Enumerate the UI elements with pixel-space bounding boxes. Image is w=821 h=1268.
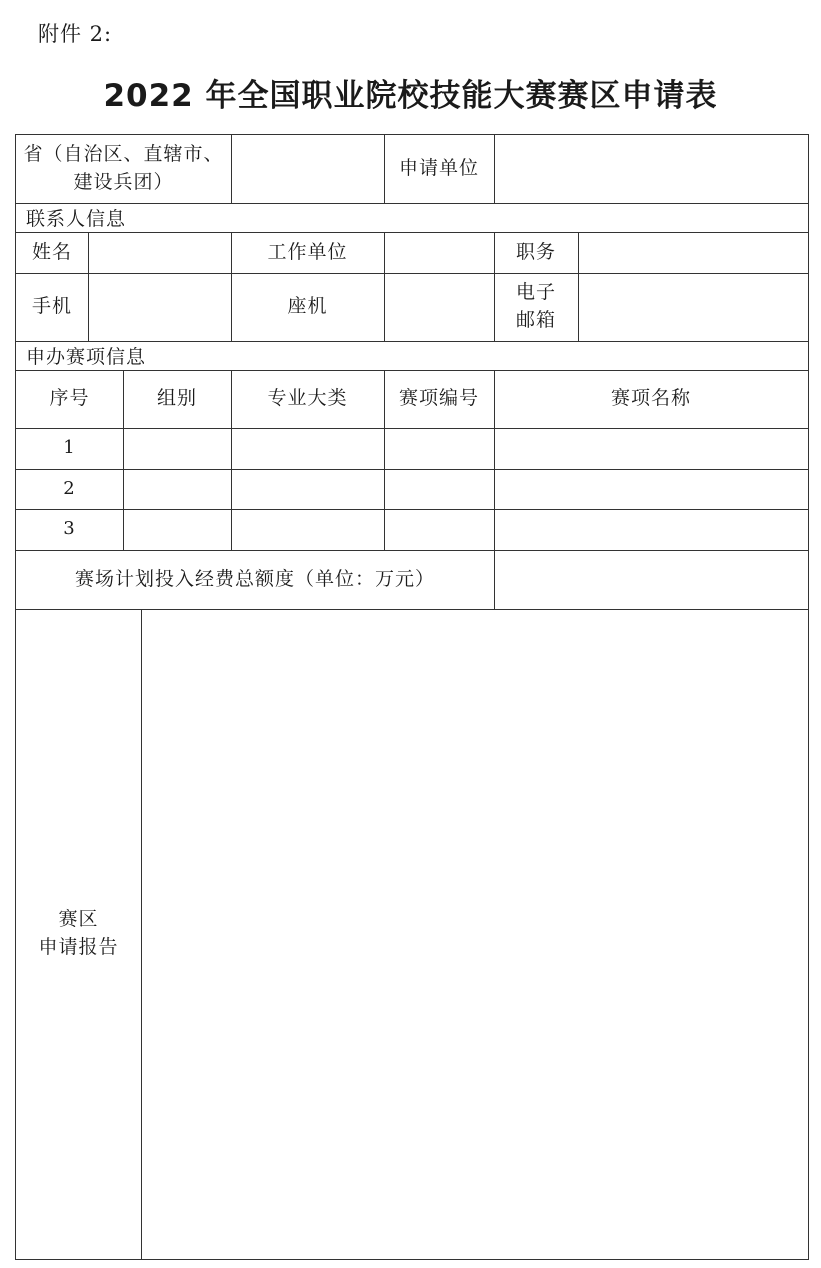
position-field[interactable] [579, 232, 808, 273]
applicant-unit-field[interactable] [495, 135, 808, 203]
event-section-label: 申办赛项信息 [26, 346, 147, 368]
event-rows-entry-area[interactable] [124, 428, 808, 550]
name-label: 姓名 [31, 240, 72, 263]
budget-label: 赛场计划投入经费总额度（单位：万元） [74, 567, 435, 590]
budget-field[interactable] [495, 550, 808, 609]
province-label: 省（自治区、直辖市、 建设兵团） [23, 143, 224, 193]
attachment-label: 附件 2: [38, 22, 113, 46]
column-header: 专业大类 [267, 387, 348, 410]
work-unit-label: 工作单位 [267, 240, 348, 263]
column-header: 序号 [49, 387, 90, 410]
row-number: 1 [63, 437, 76, 459]
mobile-field[interactable] [89, 273, 231, 341]
contact-section-label: 联系人信息 [26, 208, 127, 230]
column-header: 赛项编号 [398, 387, 479, 410]
name-field[interactable] [89, 232, 231, 273]
landline-label: 座机 [287, 295, 328, 318]
work-unit-field[interactable] [385, 232, 494, 273]
form-title: 2022 年全国职业院校技能大赛赛区申请表 [103, 78, 718, 114]
email-field[interactable] [579, 273, 808, 341]
mobile-label: 手机 [31, 295, 72, 318]
province-value-field[interactable] [232, 135, 384, 203]
position-label: 职务 [515, 240, 556, 263]
application-form [15, 134, 809, 1260]
row-number: 2 [63, 477, 76, 499]
applicant-unit-label: 申请单位 [398, 157, 479, 180]
email-label: 电子 邮箱 [515, 281, 556, 331]
report-label: 赛区 申请报告 [38, 908, 119, 958]
report-content-area[interactable] [142, 610, 808, 1259]
column-header: 组别 [156, 387, 197, 410]
column-header: 赛项名称 [610, 387, 691, 410]
row-number: 3 [63, 518, 76, 540]
landline-field[interactable] [385, 273, 494, 341]
